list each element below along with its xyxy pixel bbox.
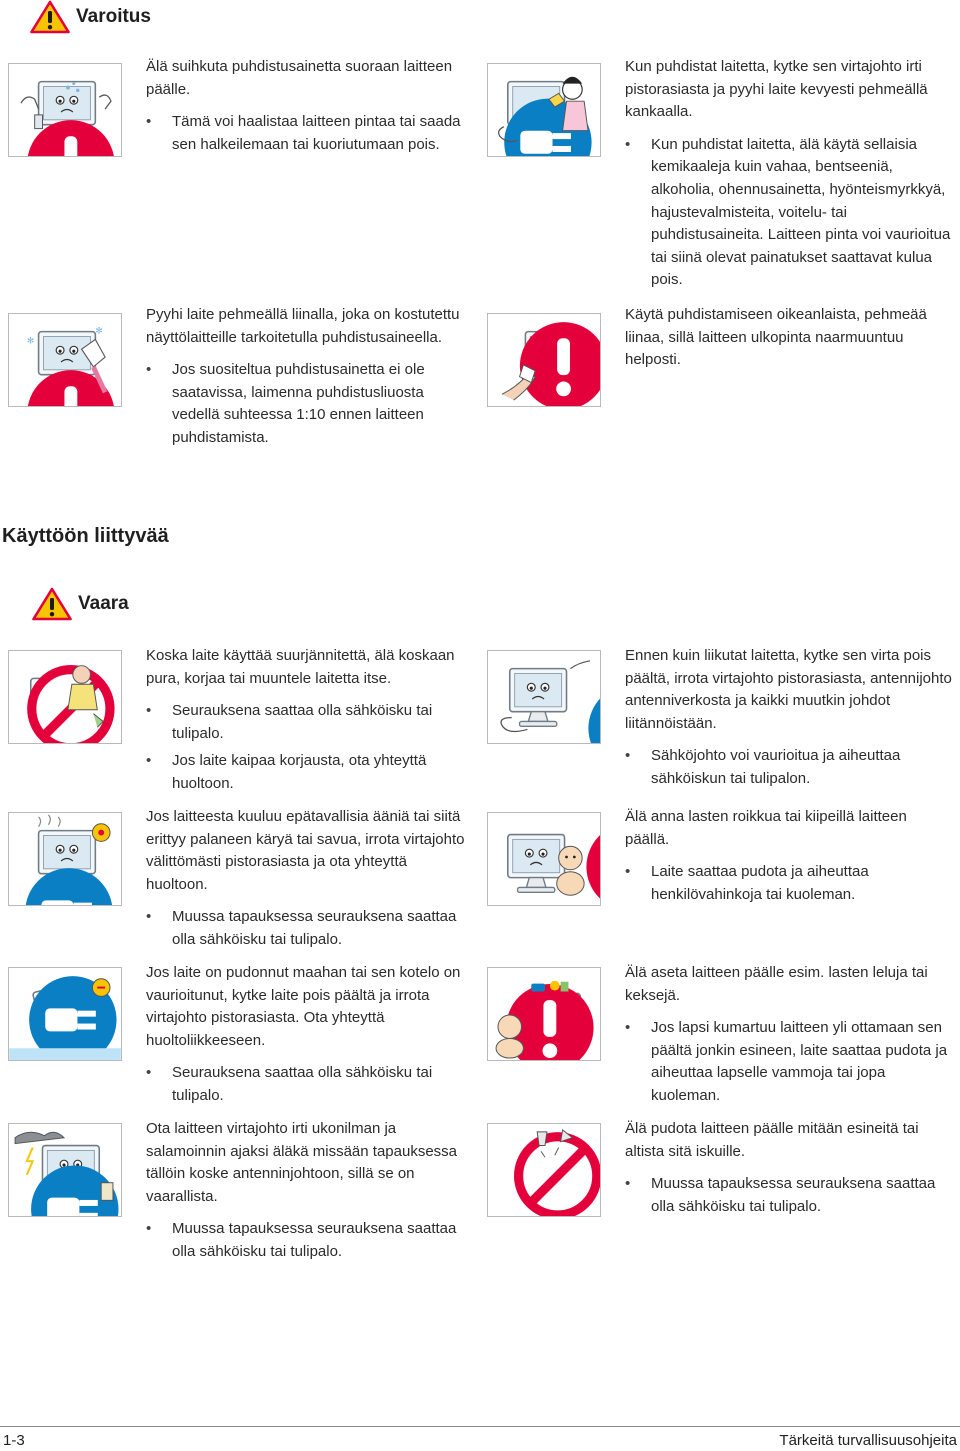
danger-item-3-text: Jos laitteesta kuuluu epätavallisia ääniä tai siitä erittyy palaneen käryä tai savua, irrota virtajohto välittömästi pistorasiasta ja ota yhteyttä huoltoon. [146, 808, 465, 893]
danger-item-6 [625, 962, 955, 1114]
toys-on-monitor-icon [487, 967, 601, 1061]
danger-header [32, 587, 129, 621]
child-hanging-monitor-icon [487, 812, 601, 906]
footer-title: Tärkeitä turvallisuusohjeita [779, 1432, 957, 1449]
warning-item-3-text: Pyyhi laite pehmeällä liinalla, joka on kostutettu näyttölaitteille tarkoitetulla puhdistusaineella. [146, 306, 460, 346]
danger-item-1 [146, 645, 468, 802]
soft-cloth-monitor-icon [8, 313, 122, 407]
danger-item-8-text: Älä pudota laitteen päälle mitään esineitä tai altista sitä iskuille. [625, 1120, 919, 1160]
danger-item-8 [625, 1118, 955, 1224]
danger-item-3-bullet-1: • Muussa tapauksessa seurauksena saattaa olla sähköisku tai tulipalo. [146, 906, 468, 951]
danger-item-5-text: Jos laite on pudonnut maahan tai sen kotelo on vaurioitunut, kytke laite pois päältä ja irrota virtajohto pistorasiasta. Ota yhteyttä huoltoliikkeeseen. [146, 964, 461, 1049]
danger-item-7 [146, 1118, 468, 1270]
warning-item-3 [146, 304, 466, 456]
danger-item-2 [625, 645, 955, 797]
warning-item-4-text: Käytä puhdistamiseen oikeanlaista, pehmeää liinaa, sillä laitteen ulkopinta naarmuuntuu helposti. [625, 306, 927, 369]
footer-page-number: 1-3 [3, 1432, 25, 1449]
objects-falling-monitor-icon [487, 1123, 601, 1217]
danger-item-3 [146, 806, 468, 958]
repair-prohibited-icon [8, 650, 122, 744]
danger-item-4 [625, 806, 955, 912]
danger-item-2-bullet-1: • Sähköjohto voi vaurioitua ja aiheuttaa sähköiskun tai tulipalon. [625, 745, 955, 790]
warning-item-1 [146, 56, 466, 162]
danger-item-5-bullet-1: • Seurauksena saattaa olla sähköisku tai tulipalo. [146, 1062, 468, 1107]
svg-text:✻: ✻ [26, 336, 35, 347]
danger-header-label: Vaara [78, 593, 129, 614]
danger-item-4-text: Älä anna lasten roikkua tai kiipeillä laitteen päällä. [625, 808, 907, 848]
danger-item-7-bullet-1: • Muussa tapauksessa seurauksena saattaa olla sähköisku tai tulipalo. [146, 1218, 468, 1263]
warning-item-2-bullet-1: • Kun puhdistat laitetta, älä käytä sellaisia kemikaaleja kuin vahaa, bentseeniä, alkoholia, ohennusainetta, hyönteismyrkkyä, hajustevalmisteita, voitelu- tai puhdistusaineita. Laitteen pinta voi vaurioitua tai siinä olevat painatukset saattavat kulua pois. [625, 134, 953, 292]
warning-item-1-bullet-1: • Tämä voi haalistaa laitteen pintaa tai saada sen halkeilemaan tai kuoriutumaan pois. [146, 111, 466, 156]
footer-divider [0, 1426, 960, 1427]
danger-item-4-bullet-1: • Laite saattaa pudota ja aiheuttaa henkilövahinkoja tai kuoleman. [625, 861, 955, 906]
danger-item-2-text: Ennen kuin liikutat laitetta, kytke sen virta pois päältä, irrota virtajohto pistorasiasta, antennijohto antenniverkosta ja kaikki muutkin johdot liitännöistään. [625, 647, 952, 732]
danger-item-5 [146, 962, 468, 1114]
dropped-monitor-icon [8, 967, 122, 1061]
svg-text:✻: ✻ [95, 326, 103, 337]
smoke-monitor-icon [8, 812, 122, 906]
danger-item-7-text: Ota laitteen virtajohto irti ukonilman ja salamoinnin ajaksi äläkä missään tapauksessa tällöin koske antenninjohtoon, sillä se on vaarallista. [146, 1120, 458, 1205]
danger-item-6-bullet-1: • Jos lapsi kumartuu laitteen yli ottamaan sen päältä jonkin esineen, laite saattaa pudota ja aiheuttaa lapselle vammoja tai jopa kuoleman. [625, 1017, 955, 1107]
section-title: Käyttöön liittyvää [2, 525, 169, 547]
warning-header-label: Varoitus [76, 6, 151, 27]
danger-item-8-bullet-1: • Muussa tapauksessa seurauksena saattaa olla sähköisku tai tulipalo. [625, 1173, 955, 1218]
warning-item-3-bullet-1: • Jos suositeltua puhdistusainetta ei ole saatavissa, laimenna puhdistusliuosta vedellä suhteessa 1:10 ennen laitteen puhdistamista. [146, 359, 466, 449]
move-monitor-unplug-icon [487, 650, 601, 744]
warning-item-1-text: Älä suihkuta puhdistusainetta suoraan laitteen päälle. [146, 58, 453, 98]
warning-item-2-text: Kun puhdistat laitetta, kytke sen virtajohto irti pistorasiasta ja pyyhi laite kevyesti pehmeällä kankaalla. [625, 58, 928, 121]
warning-item-2 [625, 56, 953, 298]
danger-triangle-icon [32, 587, 72, 621]
danger-item-1-bullet-2: • Jos laite kaipaa korjausta, ota yhteyttä huoltoon. [146, 750, 468, 795]
warning-item-4 [625, 304, 953, 382]
spray-monitor-warning-icon [8, 63, 122, 157]
cloth-wipe-monitor-icon [487, 313, 601, 407]
unplug-wipe-monitor-icon [487, 63, 601, 157]
danger-item-1-text: Koska laite käyttää suurjännitettä, älä koskaan pura, korjaa tai muuntele laitetta itse. [146, 647, 455, 687]
danger-item-1-bullet-1: • Seurauksena saattaa olla sähköisku tai tulipalo. [146, 700, 468, 745]
danger-item-6-text: Älä aseta laitteen päälle esim. lasten leluja tai keksejä. [625, 964, 928, 1004]
warning-triangle-icon [30, 0, 70, 34]
warning-header [30, 0, 151, 34]
lightning-storm-icon [8, 1123, 122, 1217]
